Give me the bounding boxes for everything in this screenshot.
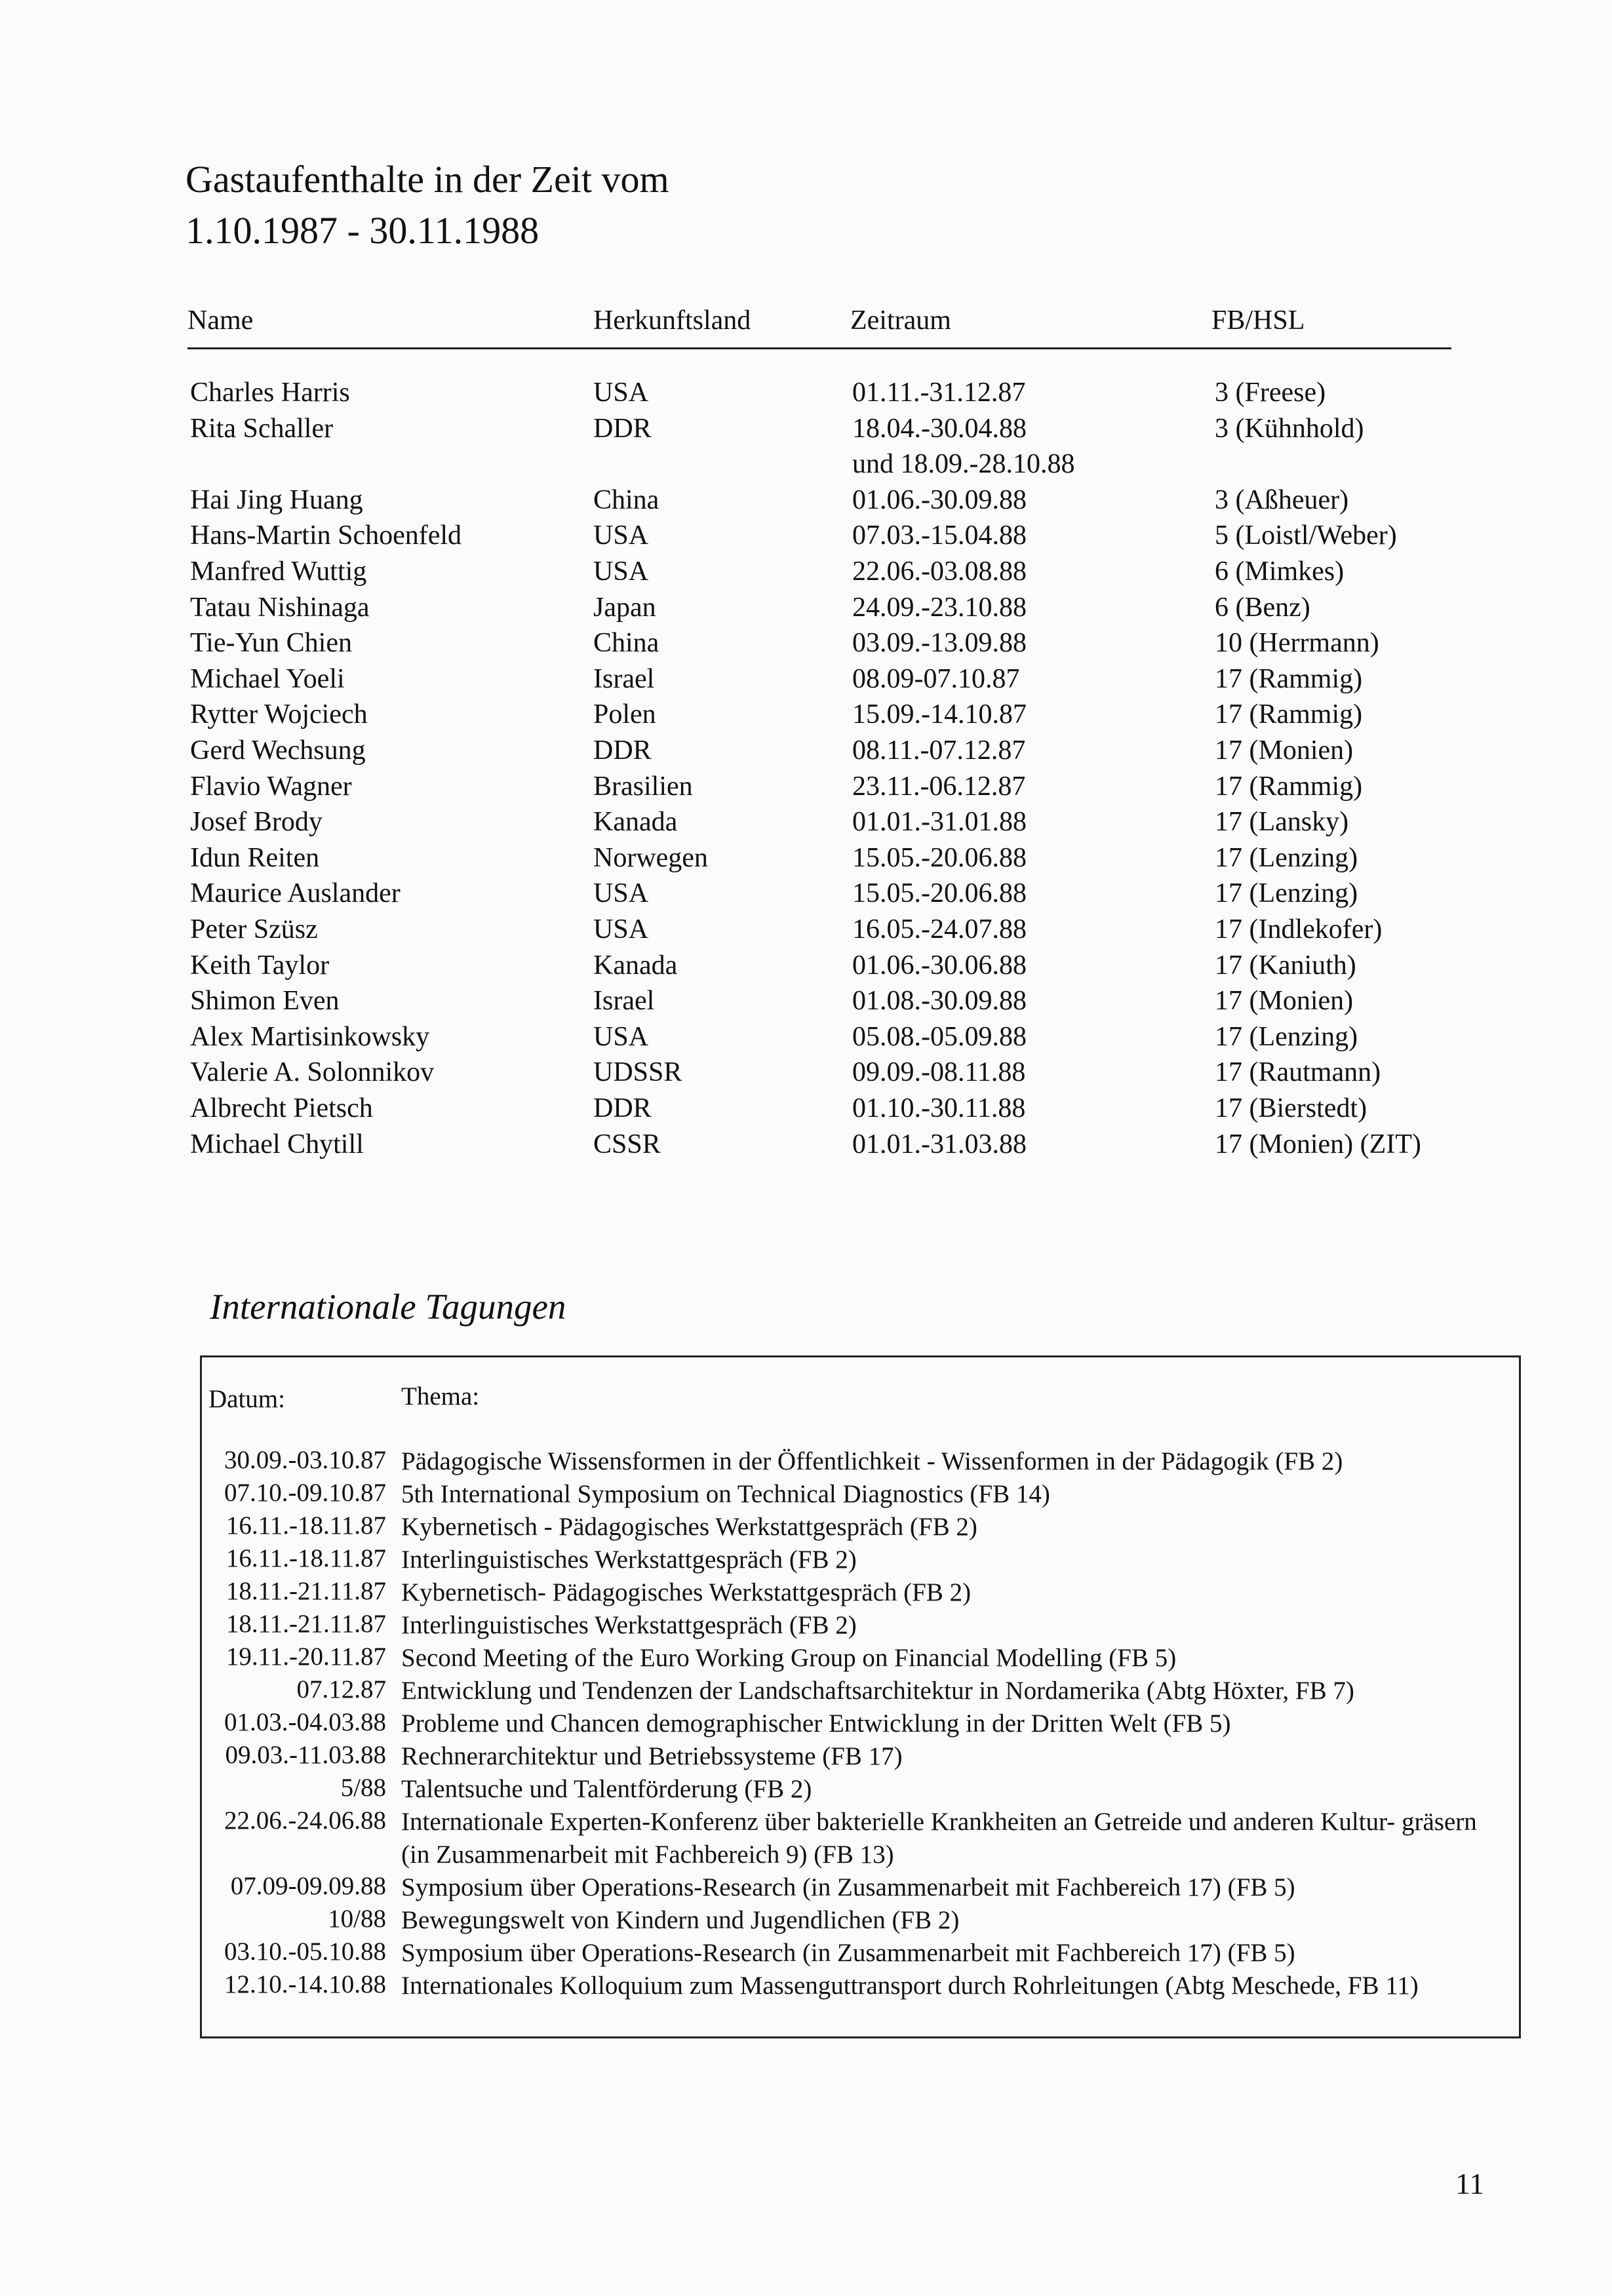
guest-period: 01.01.-31.03.88: [852, 1129, 1027, 1159]
conference-date: 12.10.-14.10.88: [224, 1970, 386, 1998]
guest-department: 17 (Lenzing): [1215, 842, 1358, 873]
conference-date: 18.11.-21.11.87: [226, 1610, 386, 1638]
conference-date: 18.11.-21.11.87: [226, 1577, 386, 1605]
guest-country: Kanada: [593, 807, 678, 838]
page-title-line-2: 1.10.1987 - 30.11.1988: [186, 209, 540, 252]
header-divider: [187, 347, 1451, 349]
table-row: [0, 377, 1612, 412]
guest-department: 5 (Loistl/Weber): [1215, 520, 1397, 551]
guest-period: 01.10.-30.11.88: [852, 1093, 1026, 1123]
table-row: [0, 842, 1612, 878]
table-row: [0, 878, 1612, 913]
guest-period: 16.05.-24.07.88: [852, 914, 1027, 944]
conference-topic: Talentsuche und Talentförderung (FB 2): [401, 1775, 812, 1803]
guest-country: USA: [593, 914, 649, 944]
guest-period: 07.03.-15.04.88: [852, 520, 1027, 551]
header-herkunftsland: Herkunftsland: [593, 305, 751, 336]
guest-period: 01.01.-31.01.88: [852, 807, 1027, 838]
table-row: [0, 914, 1612, 949]
conference-topic: Internationales Kolloquium zum Massenguttransport durch Rohrleitungen (Abtg Meschede, FB 11): [401, 1972, 1419, 2000]
table-row: [0, 556, 1612, 591]
conference-topic: Bewegungswelt von Kindern und Jugendlichen (FB 2): [401, 1906, 960, 1934]
header-name: Name: [187, 305, 254, 336]
conference-topic: 5th International Symposium on Technical Diagnostics (FB 14): [401, 1480, 1050, 1508]
conference-topic: Symposium über Operations-Research (in Zusammenarbeit mit Fachbereich 17) (FB 5): [401, 1939, 1295, 1967]
guest-name: Flavio Wagner: [190, 771, 352, 802]
guest-department: 17 (Bierstedt): [1215, 1093, 1367, 1123]
conference-date: 03.10.-05.10.88: [224, 1937, 386, 1966]
conference-date: 07.12.87: [296, 1675, 386, 1703]
guest-period: 15.05.-20.06.88: [852, 878, 1027, 909]
conference-topic: Kybernetisch- Pädagogisches Werkstattgespräch (FB 2): [401, 1578, 972, 1606]
guest-department: 3 (Aßheuer): [1215, 484, 1349, 515]
guest-department: 17 (Rammig): [1215, 699, 1363, 730]
conference-date: 10/88: [328, 1905, 386, 1933]
guest-period: 01.11.-31.12.87: [852, 378, 1026, 408]
guest-period: 15.09.-14.10.87: [852, 699, 1027, 730]
guest-department: 17 (Kaniuth): [1215, 950, 1356, 981]
conference-date: 16.11.-18.11.87: [226, 1511, 386, 1540]
conference-topic: Symposium über Operations-Research (in Zusammenarbeit mit Fachbereich 17) (FB 5): [401, 1873, 1295, 1901]
table-row: [0, 413, 1612, 448]
guest-country: USA: [593, 1021, 649, 1052]
guest-period: 08.09-07.10.87: [852, 663, 1020, 694]
guest-name: Hai Jing Huang: [190, 484, 363, 515]
guest-period: 08.11.-07.12.87: [852, 735, 1026, 766]
conference-topic: Interlinguistisches Werkstattgespräch (FB 2): [401, 1611, 857, 1639]
table-row: [0, 806, 1612, 842]
guest-name: Alex Martisinkowsky: [190, 1021, 430, 1052]
guest-period: 18.04.-30.04.88: [852, 413, 1027, 444]
guest-country: UDSSR: [593, 1057, 682, 1088]
guest-country: DDR: [593, 413, 652, 444]
guest-period: 05.08.-05.09.88: [852, 1021, 1027, 1052]
conference-topic: Pädagogische Wissensformen in der Öffentlichkeit - Wissenformen in der Pädagogik (FB 2): [401, 1447, 1343, 1475]
guest-name: Valerie A. Solonnikov: [190, 1057, 435, 1088]
conference-topic: Kybernetisch - Pädagogisches Werkstattgespräch (FB 2): [401, 1513, 977, 1541]
guest-name: Rita Schaller: [190, 413, 334, 444]
guest-country: Brasilien: [593, 771, 693, 802]
guest-country: CSSR: [593, 1129, 661, 1159]
conferences-title: Internationale Tagungen: [210, 1287, 566, 1327]
table-row: [0, 1057, 1612, 1092]
guest-name: Idun Reiten: [190, 842, 320, 873]
guest-department: 17 (Lansky): [1215, 807, 1349, 838]
conference-date: 30.09.-03.10.87: [224, 1446, 386, 1474]
guest-department: 3 (Freese): [1215, 378, 1326, 408]
guest-period: 15.05.-20.06.88: [852, 842, 1027, 873]
conference-topic: Interlinguistisches Werkstattgespräch (FB 2): [401, 1546, 857, 1574]
guest-country: USA: [593, 378, 649, 408]
table-row: [0, 627, 1612, 663]
guest-period: 09.09.-08.11.88: [852, 1057, 1026, 1088]
guest-country: Norwegen: [593, 842, 708, 873]
conference-date: 19.11.-20.11.87: [226, 1643, 386, 1671]
guest-department: 17 (Indlekofer): [1215, 914, 1383, 944]
guest-name: Josef Brody: [190, 807, 323, 838]
guest-name: Gerd Wechsung: [190, 735, 366, 766]
header-zeitraum: Zeitraum: [850, 305, 951, 336]
guest-department: 17 (Monien): [1215, 986, 1354, 1017]
guest-department: 6 (Mimkes): [1215, 556, 1345, 587]
guest-period: 01.06.-30.06.88: [852, 950, 1027, 981]
guest-name: Hans-Martin Schoenfeld: [190, 520, 462, 551]
header-datum: Datum:: [208, 1385, 285, 1413]
guest-country: DDR: [593, 735, 652, 766]
guest-country: China: [593, 628, 659, 659]
conference-topic: Second Meeting of the Euro Working Group on Financial Modelling (FB 5): [401, 1644, 1177, 1672]
guest-country: Kanada: [593, 950, 678, 981]
page-title-line-1: Gastaufenthalte in der Zeit vom: [186, 158, 669, 201]
conference-topic: Rechnerarchitektur und Betriebssysteme (FB 17): [401, 1742, 903, 1770]
guest-name: Michael Chytill: [190, 1129, 364, 1159]
table-row: [0, 950, 1612, 985]
guest-name: Tie-Yun Chien: [190, 628, 352, 659]
conference-date: 07.09-09.09.88: [230, 1872, 386, 1900]
guest-department: 6 (Benz): [1215, 592, 1310, 623]
guest-country: Israel: [593, 986, 655, 1017]
guest-name: Manfred Wuttig: [190, 556, 367, 587]
guest-department: 17 (Rautmann): [1215, 1057, 1381, 1088]
guest-name: Charles Harris: [190, 378, 350, 408]
guest-department: 17 (Lenzing): [1215, 878, 1358, 909]
conference-date: 16.11.-18.11.87: [226, 1544, 386, 1572]
guest-name: Shimon Even: [190, 986, 340, 1017]
guest-name: Peter Szüsz: [190, 914, 318, 944]
guest-country: USA: [593, 556, 649, 587]
table-row: [0, 448, 1612, 484]
guest-country: USA: [593, 520, 649, 551]
guest-period: 03.09.-13.09.88: [852, 628, 1027, 659]
conference-topic: Entwicklung und Tendenzen der Landschaftsarchitektur in Nordamerika (Abtg Höxter, FB 7): [401, 1677, 1354, 1705]
conference-date: 5/88: [340, 1774, 386, 1802]
guest-name: Tatau Nishinaga: [190, 592, 370, 623]
conference-date: 07.10.-09.10.87: [224, 1479, 386, 1507]
guest-period: 22.06.-03.08.88: [852, 556, 1027, 587]
table-row: [0, 520, 1612, 555]
guest-period: 01.06.-30.09.88: [852, 484, 1027, 515]
table-row: [0, 592, 1612, 627]
table-row: [0, 1129, 1612, 1164]
table-row: [0, 771, 1612, 806]
table-row: [0, 484, 1612, 520]
table-row: [0, 1021, 1612, 1057]
guest-country: Polen: [593, 699, 656, 730]
guest-department: 17 (Rammig): [1215, 771, 1363, 802]
guest-country: DDR: [593, 1093, 652, 1123]
table-row: [0, 1093, 1612, 1128]
guest-country: Japan: [593, 592, 656, 623]
guest-name: Michael Yoeli: [190, 663, 345, 694]
conference-topic: Internationale Experten-Konferenz über bakterielle Krankheiten an Getreide und anderen Kultur- gräsern (in Zusammenarbeit mit Fachbereich 9) (FB 13): [401, 1808, 1477, 1869]
conference-date: 09.03.-11.03.88: [225, 1741, 386, 1769]
guest-department: 10 (Herrmann): [1215, 628, 1379, 659]
page-number: 11: [1455, 2167, 1485, 2200]
table-row: [0, 985, 1612, 1021]
conference-date: 22.06.-24.06.88: [224, 1806, 386, 1835]
conference-date: 01.03.-04.03.88: [224, 1708, 386, 1736]
guest-department: 17 (Monien): [1215, 735, 1354, 766]
table-row: [0, 735, 1612, 770]
guest-department: 17 (Rammig): [1215, 663, 1363, 694]
guest-name: Keith Taylor: [190, 950, 330, 981]
guest-department: 3 (Kühnhold): [1215, 413, 1364, 444]
header-thema: Thema:: [401, 1382, 480, 1411]
table-row: [0, 663, 1612, 699]
guest-department: 17 (Lenzing): [1215, 1021, 1358, 1052]
guest-period: und 18.09.-28.10.88: [852, 449, 1075, 480]
header-fb-hsl: FB/HSL: [1211, 305, 1305, 336]
guest-name: Albrecht Pietsch: [190, 1093, 373, 1123]
guest-country: Israel: [593, 663, 655, 694]
table-row: [0, 699, 1612, 734]
guest-country: China: [593, 484, 659, 515]
guest-period: 23.11.-06.12.87: [852, 771, 1026, 802]
conference-topic: Probleme und Chancen demographischer Entwicklung in der Dritten Welt (FB 5): [401, 1709, 1231, 1738]
guest-name: Rytter Wojciech: [190, 699, 368, 730]
guest-period: 24.09.-23.10.88: [852, 592, 1027, 623]
guest-country: USA: [593, 878, 649, 909]
guest-name: Maurice Auslander: [190, 878, 401, 909]
guest-period: 01.08.-30.09.88: [852, 986, 1027, 1017]
guest-department: 17 (Monien) (ZIT): [1215, 1129, 1421, 1159]
